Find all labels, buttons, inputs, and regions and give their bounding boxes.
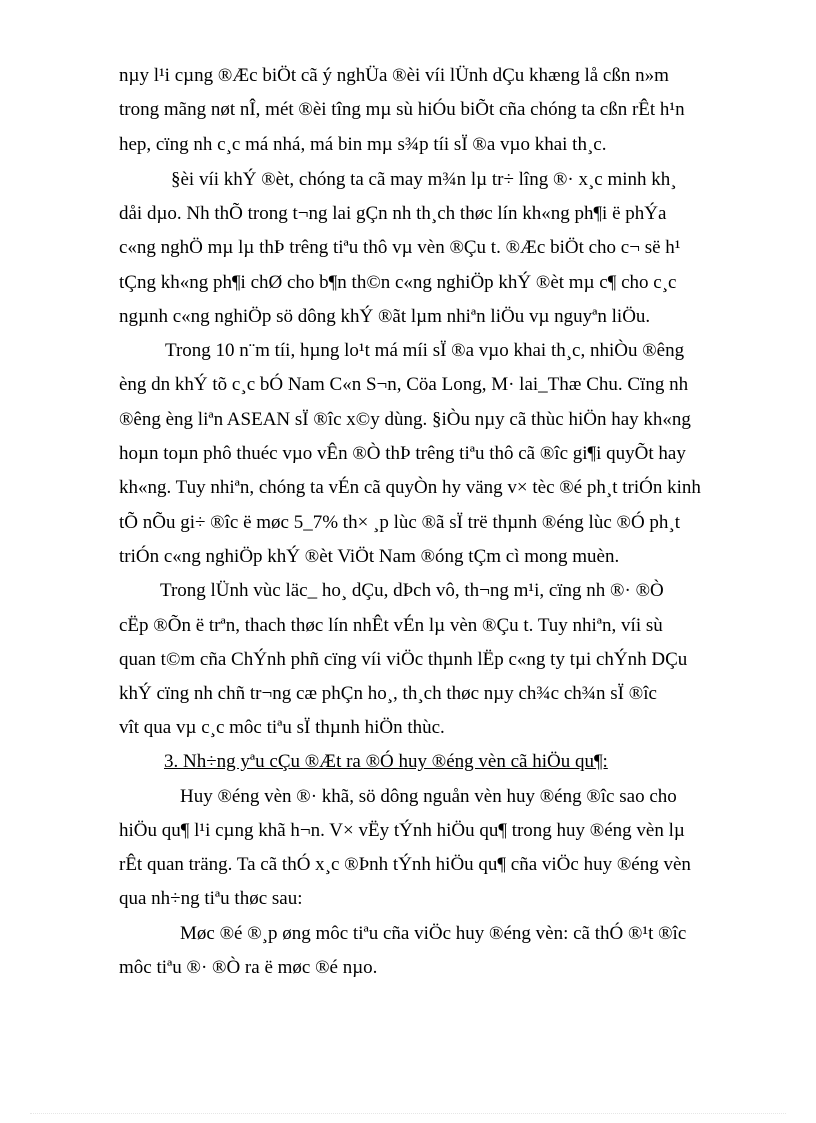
text-line: Huy ®éng vèn ®· khã, sö dông nguån vèn huy ®éng ®îc sao cho [180,786,677,807]
text-line: Trong lÜnh vùc läc_ ho¸ dÇu, dÞch vô, th¬ng m¹i, cïng nh ®· ®Ò [160,580,664,601]
section-heading: 3. Nh÷ng yªu cÇu ®Æt ra ®Ó huy ®éng vèn cã hiÖu qu¶: [164,751,608,772]
text-line: §èi víi khÝ ®èt, chóng ta cã may m¾n lµ tr÷ lîng ®· x¸c minh kh¸ [171,169,677,190]
text-line: ®êng èng liªn ASEAN sÏ ®îc x©y dùng. §iÒu nµy cã thùc hiÖn hay kh«ng [119,409,691,430]
text-line: hiÖu qu¶ l¹i cµng khã h¬n. V× vËy tÝnh hiÖu qu¶ trong huy ®éng vèn lµ [119,820,685,841]
text-line: khÝ cïng nh chñ tr¬ng cæ phÇn ho¸, th¸ch thøc nµy ch¾c ch¾n sÏ ®îc [119,683,657,704]
text-line: trong mãng nøt nÎ, mét ®èi tîng mµ sù hiÓu biÕt cña chóng ta cßn rÊt h¹n [119,99,685,120]
text-line: ngµnh c«ng nghiÖp sö dông khÝ ®ãt lµm nhiªn liÖu vµ nguyªn liÖu. [119,306,651,327]
text-line: nµy l¹i cµng ®Æc biÖt cã ý nghÜa ®èi víi lÜnh dÇu khæng lå cßn n»m [119,65,669,86]
text-line: triÓn c«ng nghiÖp khÝ ®èt ViÖt Nam ®óng tÇm cì mong muèn. [119,546,620,567]
text-line: hoµn toµn phô thuéc vµo vÊn ®Ò thÞ trêng tiªu thô cã ®îc gi¶i quyÕt hay [119,443,686,464]
text-line: kh«ng. Tuy nhiªn, chóng ta vÉn cã quyÒn hy väng v× tèc ®é ph¸t triÓn kinh [119,477,701,498]
text-line: dåi dµo. Nh thÕ trong t¬ng lai gÇn nh th¸ch thøc lín kh«ng ph¶i ë phÝa [119,203,667,224]
text-line: c«ng nghÖ mµ lµ thÞ trêng tiªu thô vµ vèn ®Çu t. ®Æc biÖt cho c¬ së h¹ [119,237,681,258]
text-line: cËp ®Õn ë trªn, thach thøc lín nhÊt vÉn lµ vèn ®Çu t. Tuy nhiªn, víi sù [119,615,663,636]
text-line: èng dn khÝ tõ c¸c bÓ Nam C«n S¬n, Cöa Long, M· lai_Thæ Chu. Cïng nh [119,374,689,395]
text-line: Møc ®é ®¸p øng môc tiªu cña viÖc huy ®éng vèn: cã thÓ ®¹t ®îc [180,923,687,944]
text-line: quan t©m cña ChÝnh phñ cïng víi viÖc thµnh lËp c«ng ty tµi chÝnh DÇu [119,649,688,670]
text-line: rÊt quan träng. Ta cã thÓ x¸c ®Þnh tÝnh hiÖu qu¶ cña viÖc huy ®éng vèn [119,854,691,875]
text-line: tÇng kh«ng ph¶i chØ cho b¶n th©n c«ng nghiÖp khÝ ®èt mµ c¶ cho c¸c [119,272,677,293]
page-bottom-divider [30,1113,786,1114]
text-line: Trong 10 n¨m tíi, hµng lo¹t má míi sÏ ®a vµo khai th¸c, nhiÒu ®êng [165,340,685,361]
text-line: tÕ nÕu gi÷ ®îc ë møc 5_7% th× ¸p lùc ®ã sÏ trë thµnh ®éng lùc ®Ó ph¸t [119,512,681,533]
text-line: qua nh÷ng tiªu thøc sau: [119,888,303,909]
text-line: hep, cïng nh c¸c má nhá, má bin mµ s¾p tíi sÏ ®a vµo khai th¸c. [119,134,607,155]
text-line: vît qua vµ c¸c môc tiªu sÏ thµnh hiÖn thùc. [119,717,445,738]
text-line: môc tiªu ®· ®Ò ra ë møc ®é nµo. [119,957,378,978]
